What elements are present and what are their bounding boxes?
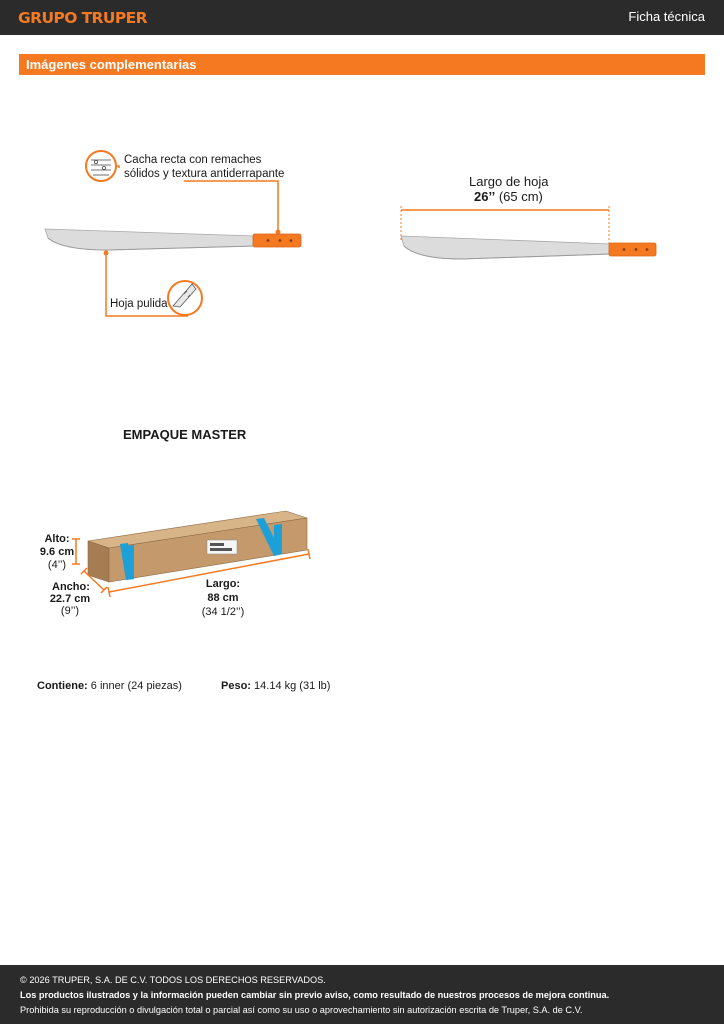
box-length-cm — [200, 591, 246, 605]
box-height-label — [43, 532, 71, 546]
machete-image — [45, 229, 301, 250]
section-title: Imágenes complementarias — [26, 57, 197, 72]
machete-side-image — [401, 236, 656, 259]
contents-label: Contiene: — [37, 680, 88, 692]
weight-label: Peso: — [221, 680, 251, 692]
box-width-in: (9’’) — [60, 605, 80, 617]
handle-feature-label-line2: sólidos y textura antiderrapante — [124, 168, 285, 180]
footer-prohibition: Prohibida su reproducción o divulgación total o parcial así como su uso o aprovechamiento sin autorización escrita de Truper, S.A. de C.V. — [20, 1005, 583, 1015]
document-type: Ficha técnica — [628, 9, 705, 24]
blade-length-inches: 26’’ — [474, 189, 496, 204]
footer-copyright: © 2026 TRUPER, S.A. DE C.V. TODOS LOS DERECHOS RESERVADOS. — [20, 975, 326, 985]
blade-length-illustration — [390, 200, 670, 270]
master-pack-box-illustration — [60, 505, 320, 610]
blade-length-cm: (65 cm) — [498, 189, 543, 204]
box-length-in: (34 1/2’’) — [201, 606, 245, 618]
box-length-cm-value: 88 cm — [207, 592, 239, 604]
weight-value: 14.14 kg (31 lb) — [254, 680, 331, 692]
box-height-in: (4’’) — [47, 559, 67, 571]
box-height-cm-value: 9.6 cm — [39, 546, 75, 558]
box-length-title: Largo: — [205, 578, 241, 590]
top-bar — [0, 0, 724, 35]
box-height-cm — [38, 545, 76, 559]
rivet-texture-icon — [86, 151, 116, 181]
blade-length-label: Largo de hoja — [469, 174, 549, 189]
contents-spec — [37, 679, 182, 693]
section-header — [19, 54, 705, 75]
weight-spec — [221, 679, 330, 693]
handle-feature-label-line1: Cacha recta con remaches — [124, 154, 262, 166]
footer — [0, 965, 724, 1024]
brand-logo: GRUPO TRUPER — [18, 9, 147, 27]
master-pack-title: EMPAQUE MASTER — [123, 427, 247, 442]
box-height-title: Alto: — [44, 533, 70, 545]
polished-blade-icon — [168, 281, 202, 315]
footer-notice: Los productos ilustrados y la información pueden cambiar sin previo aviso, como resultado de nuestros procesos de mejora continua. — [20, 990, 610, 1000]
contents-value: 6 inner (24 piezas) — [90, 680, 182, 692]
box-length-label — [200, 577, 246, 591]
box-width-title: Ancho: — [52, 581, 90, 593]
blade-feature-label: Hoja pulida — [110, 298, 168, 310]
box-width-cm-value: 22.7 cm — [49, 593, 91, 605]
